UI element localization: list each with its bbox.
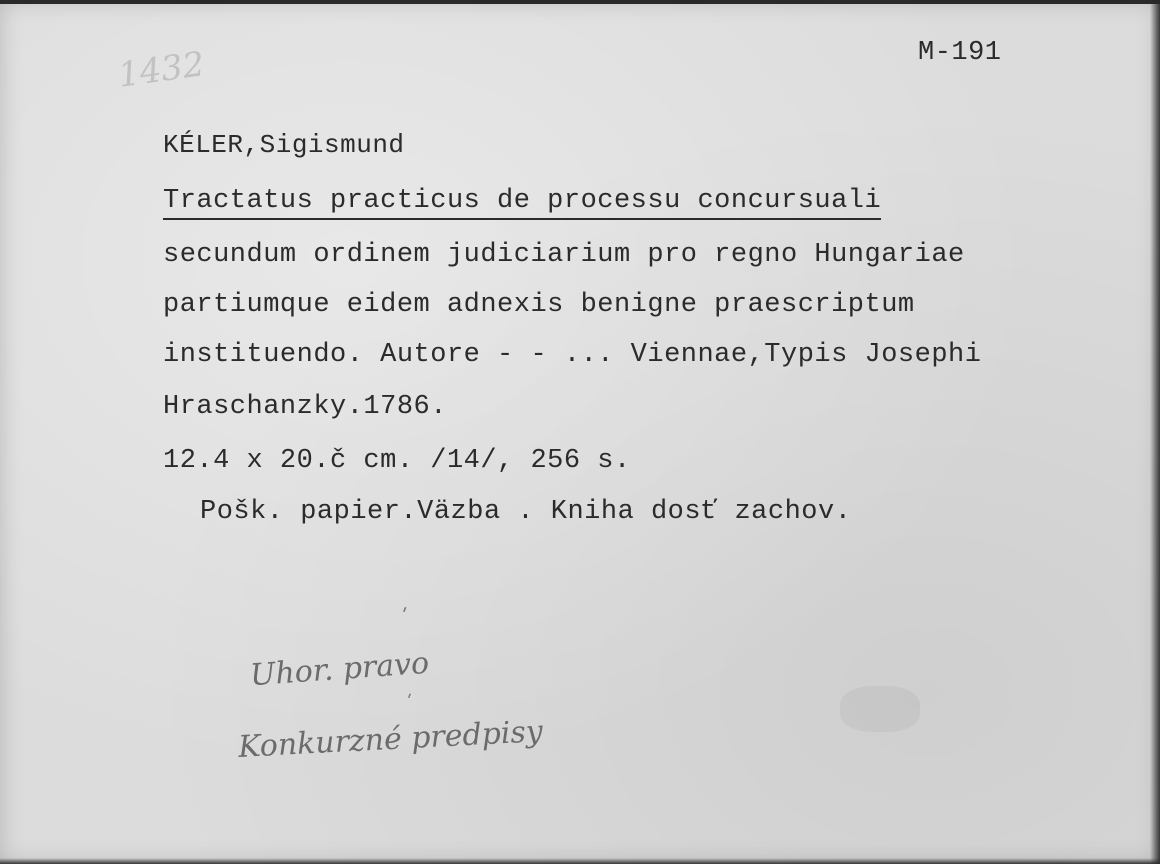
pencil-tick: ʹ [407, 692, 413, 713]
subject-heading-handwritten: Konkurzné predpisy [237, 714, 544, 765]
subject-heading-handwritten: Uhor. pravo [248, 645, 431, 694]
title-underlined: Tractatus practicus de processu concursuali [163, 186, 881, 220]
pencil-mark: 1432 [115, 44, 207, 96]
description-line: secundum ordinem judiciarium pro regno Hungariae [163, 240, 965, 270]
description-line: partiumque eidem adnexis benigne praescriptum [163, 290, 915, 320]
card-right-edge [1150, 0, 1160, 864]
card-bottom-edge [0, 858, 1160, 864]
description-line: Hraschanzky.1786. [163, 392, 447, 422]
pencil-tick: ʹ [402, 604, 408, 628]
description-line: instituendo. Autore - - ... Viennae,Typis Josephi [163, 340, 982, 370]
card-top-edge [0, 0, 1160, 4]
paper-smudge [840, 686, 920, 732]
call-number: M-191 [918, 38, 1002, 68]
physical-description: 12.4 x 20.č cm. /14/, 256 s. [163, 446, 631, 476]
condition-note: Pošk. papier.Väzba . Kniha dosť zachov. [200, 497, 852, 527]
author-heading: KÉLER,Sigismund [163, 130, 405, 160]
